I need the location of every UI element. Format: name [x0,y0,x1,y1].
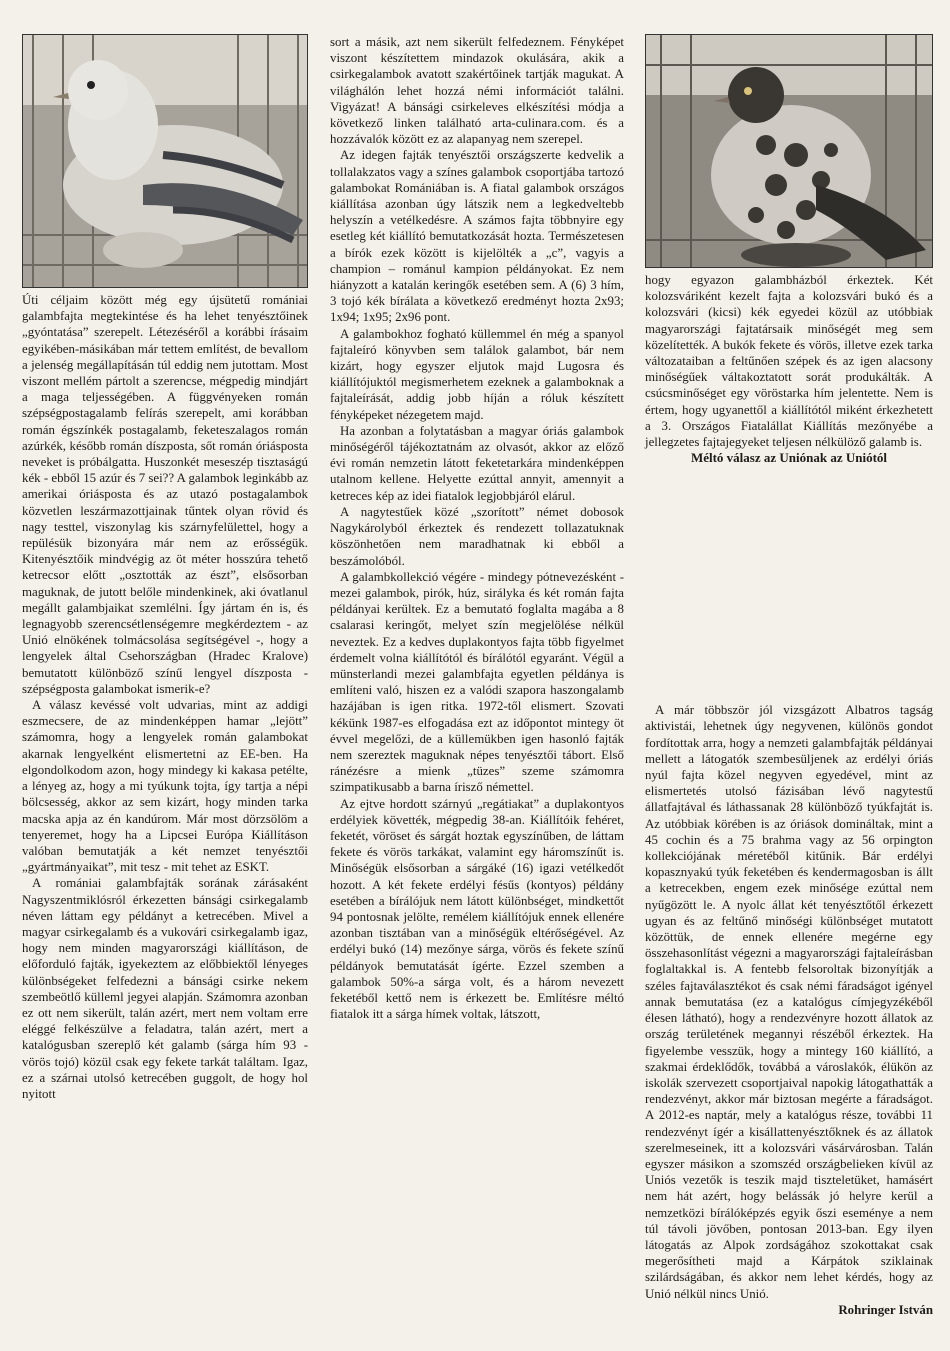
column-3 [645,34,933,1317]
section-heading: Méltó válasz az Uniónak az Uniótól [690,450,888,466]
column-2 [330,34,624,1022]
paragraph: A romániai galambfajták sorának zárásaként Nagyszentmiklósról érkezetten bánsági csirkegalamb néven láttam egy példányt a ketrecében. Mivel a magyar csirkegalamb és a vukovári csirkegalamb igaz, hogy nem minden magyarországi kiállításon, de előforduló fajták, igyekeztem az előbbiektől lényeges különbségeket felfedezni a bánsági csirke nekem szembeötlő külleml jegyei alapján. Számomra azonban ez ott nem sikerült, talán azért, mert nem voltam erre eléggé felkészülve a feladatra, talán azért, mert a katalógusban szereplő két galamb (sárga hím 93 - vörös tojó) közül csak egy fekete tarkát találtam. Igaz, ez a szárnai utolsó ketrecében guggolt, de hogy hol nyitott [22,876,308,1101]
column-2-text [330,34,624,1022]
pigeon-photo-1 [23,35,307,287]
paragraph: Az idegen fajták tenyésztői országszerte kedvelik a tollalakzatos vagy a színes galambok csoportjába tartozó galambokat Romániában is. A fiatal galambok országos kiállítása azonban úgy látszik nem a legkedveltebb helyszín a vetélkedésre. A számos fajta többnyire egy esetleg két kiállító bemutatkozását hozta. Természetesen a bírók ezek között is kijelölték a „c”, vagyis a champion – románul kampion példányokat. Ez nem hiányzott a katalán keringők esetében sem. A (6) 3 hím, 3 tojó kék bírálata a következő eredményt hozta 2x93; 1x94; 1x95; 2x96 pont. [330,148,624,325]
paragraph: Az ejtve hordott szárnyú „regátiakat” a duplakontyos erdélyiek követték, mégpedig 38-an. Kiállítóik fehéret, feketét, vöröset és sárgát hoztak egyszínűben, de láttam fekete és vörös tarkákat, valamint egy háromszínűt is. Minőségük elsősorban a sárgáké (16) igazi vetélkedőt hozott. A két fekete erdélyi fésűs (kontyos) példány esetében a bírálójuk nem látott különbséget, mindkettőt 94 pontosnak jelölte, remélem kiállítójuk ennek ellenére azonban tisztában van a minőségük eltérőségével. Az erdélyi bukó (14) mezőnye sárga, vörös és fekete színű példányok bemutatását ígérte. Ezzel szemben a galambok 50%-a sárga volt, és a három nevezett feketéből kettő nem is érkezett be. Említésre méltó fiatalok itt a sárga hímek voltak, látszott, [330,796,624,1022]
author-name: Rohringer István [838,1302,933,1317]
paragraph: A nagytestűek közé „szorított” német dobosok Nagykárolyból érkeztek és rendezett tollazatuknak köszönhetően nem maradhatnak ki ebből a beszámolóból. [330,504,624,568]
paragraph: Úti céljaim között még egy újsütetű romániai galambfajta megtekintése és ha lehet tenyésztőinek „gyóntatása” szerepelt. Létezéséről a korábbi írásaim egyikében-másikában már tettem említést, de bevallom a jelenség megállapításán túl eddig nem jutottam. Most viszont mellém pártolt a szerencse, mégpedig mindjárt a maga teljességében. A függvényeken román szépségpostagalamb felírás szerepelt, ami korábban román égszínkék postagalamb, feketeszalagos román azúrkék, később román díszposta, sőt román óriásposta neveket is próbálgatta. Huszonkét meseszép tisztaságú kék - ebből 15 azúr és 7 sei?? A galambok leginkább az amerikai óriásposta és az utazó postagalambok közvetlen leszármazottjainak tűntek olyan rövid és nagy testtel, viszonylag kis szárnyfelülettel, hogy a repülésük bizonyára már nem az erősségük. Kitenyésztőik mindvégig az öt méter hosszúra tehető ketrecsor előtt „osztották az észt”, elsősorban maguknak, de jutott belőle mindenkinek, aki óvatlanul megállt galambjaikat szemlélni. Így jártam én is, és legnagyobb szerencsétlenségemre megkérdeztem - az Unió elnökének tolmácsolása segítségével -, hogy a lengyelek által Csehországban (Hradec Kralove) bemutatott különböző színű lengyel díszposta - szépségposta galambokat ismerik-e? [22,293,309,696]
column-3-text [645,268,933,1318]
pigeon-photo-2 [646,35,932,267]
paragraph: A már többször jól vizsgázott Albatros tagság aktivistái, lehetnek úgy negyvenen, különös gondot fordítottak arra, hogy a nemzeti galambfajták példányai mellett a látogatók szembesüljenek az erdélyi óriás nyúl fajta közel negyven egyedével, mint az elismertetés utolsó fázisában lévő nagytestű állatfajtával és láthassanak 28 különböző tyúkfajtát is. Az utóbbiak körében is az óriások domináltak, mint a 45 cochin és a 75 brahma vagy az 56 orpington kollekciójának méretéből kitűnik. Bár erdélyi kopasznyakú tyúk feketében és kendermagosban is állt a ketrecekben, engem ezek minősége ezúttal nem nyűgözött le. A nyolc állat két tenyésztőtől érkezett ugyan és az feltűnő minőségi különbséget mutatott közöttük, de ennek ellenére megérne egy összehasonlítást végezni a magyarországi fajtaleírásban foglaltakkal is. A fentebb felsoroltak bizonyítják a széles fajtaválasztékot és csak némi fáradságot igényel annak bemutatása (ez a katalógus címjegyzékéből élesen látható), hogy a rendezvényre hozott állatok az ország területének megannyi részéből érkeztek. Ha figyelembe vesszük, hogy a mintegy 160 kiállító, a szakmai érdeklődők, továbbá a városlakók, élükön az iskolák szervezett csoportjaival napokig látogathatták a rendezvényt, akkor már biztosan megérte a fáradságot. A 2012-es naptár, mely a katalógus része, további 11 rendezvényt ígér a kisállattenyésztőknek és az állatok szerelmeseinek, itt a kolozsvári vásárvárosban. Talán egyszer másikon a szomszéd országbelieken kívül az Uniós vezetők is teszik majd tiszteletüket, hamásért nem hát azért, hogy belássák jó helyre kerül a nemzetközi bírálóképzés egyik őszi eseménye a nem túl távoli jövőben, pontosan 2013-ban. Egy ilyen látogatás az Alpok zordságához szokottakat csak megerősítheti majd a Kárpátok sziklainak szilárdságában, és akkor nem lehet kérdés, hogy az Unió nélkül nincs Unió. [645,703,933,1301]
column-1-text [22,292,308,1102]
paragraph: sort a másik, azt nem sikerült felfedeznem. Fényképet viszont készítettem mindazok okulására, akik a csirkegalambok avatott szakértőinek tartják magukat. A világhálón lehet hozzá némi információt találni. Vigyázat! A bánsági csirkeleves elkészítési módja a következő linken található arta-culinara.com. és a hozzávalók között ez az alapanyag nem szerepel. [330,35,624,147]
column-1 [22,34,308,1102]
pigeon-photo-icon [22,34,308,288]
paragraph: A válasz kevéssé volt udvarias, mint az addigi eszmecsere, de az mindenképpen hamar „lejött” számomra, hogy a lengyelek román galambokat akarnak lengyelként elismertetni az EE-ben. Ha elgondolkodom azon, hogy mindegy ki kakasa petélte, a lényeg az, hogy a mi tyúkunk tojta, így tartja a népi bölcsesség, akkor az sem kizárt, hogy minden tarka macska apja az én kandúrom. Már most dörzsölöm a tenyeremet, hogy ha a Lipcsei Európa Kiállításon valóban bemutatják a két nemzet tenyésztői „gyártmányaikat”, mit tesz - mit tehet az ESKT. [22,698,308,875]
paragraph: hogy egyazon galambházból érkeztek. Két kolozsváriként kezelt fajta a kolozsvári bukó és a kolozsvári (kicsi) kék egyedei közül az utóbbiak magyarországi fajtatársaik minőségét meg sem közelítették. A bukók fekete és vörös, illetve ezek tarka változataiban a feltűnően szépek és az igen alacsony minőségűek váltakoztatott sorát produkálták. A csúcsminőséget egy vöröstarka hím jelentette. Nem is értem, hogy ugyanettől a kiállítótól miként érkezhetett a 3. Országos Fiatalállat Kiállítás mezőnyébe a jellegzetes fajtajegyeket teljesen nélkülöző galamb is. [645,273,933,450]
paragraph: A galambokhoz fogható küllemmel én még a spanyol fajtaleíró könyvben sem találok galambot, bár nem kizárt, hogy egyszer eljutok majd Lugosra és kiállítójuktól megismerhetem ezeknek a galamboknak a fajtaleírását, addig jobb híján a róluk készített fényképeket nézegetem majd. [330,326,624,422]
pigeon-photo-icon [645,34,933,268]
paragraph: Ha azonban a folytatásban a magyar óriás galambok minőségéről tájékoztatnám az olvasót, akkor az előző évi román nemzetin látott feketetarkára mindenképpen utalnom kellene. Helyette ezúttal annyit, amennyit a ketreces kép az idei fiatalok legjobbjáról elárul. [330,423,624,503]
paragraph: A galambkollekció végére - mindegy pótnevezésként - mezei galambok, pirók, húz, sirályka és két román fajta példányai kerültek. Ez a bemutató foglalta magába a 8 csalarasi keringőt, melyet szín megjelölése nélkül neveztek. Ez a kedves duplakontyos fajta több figyelmet érdemelt volna kiállítótól és bírálótól egyaránt. Végül a münsterlandi mezei galambfajta egyetlen példánya is említeni való, hiszen ez a valódi szapora haszongalamb hazájában is igen ritka. 1972-től elismert. Szovati kékünk 1987-es elfogadása ezt az időpontot mintegy öt évvel megelőzi, de a küllemükben igen hasonló fajták nem szereztek maguknak népes tenyésztői tábort. Első ránézésre a mienk „tüzes” szeme számomra szimpatikusabb a barna írisző némettel. [330,569,624,795]
